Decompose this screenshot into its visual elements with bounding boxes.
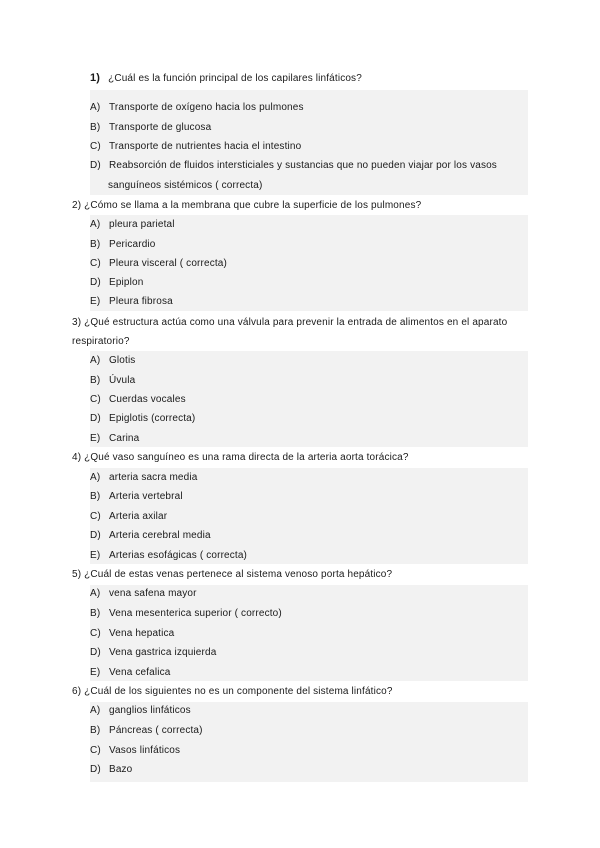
option-text: Vena cefalica	[109, 667, 171, 678]
question-6-option-d	[90, 763, 132, 776]
option-letter: B)	[90, 122, 101, 133]
question-1	[90, 72, 362, 85]
option-text: arteria sacra media	[109, 472, 198, 483]
option-text: Arteria cerebral media	[109, 530, 211, 541]
option-text: Transporte de glucosa	[109, 122, 212, 133]
option-text: Vena hepatica	[109, 628, 175, 639]
question-6-option-c	[90, 744, 180, 757]
question-4-option-e	[90, 549, 247, 562]
option-text: ganglios linfáticos	[109, 705, 191, 716]
question-4-option-a	[90, 471, 197, 484]
option-text: Vasos linfáticos	[109, 745, 181, 756]
option-text: vena safena mayor	[109, 588, 197, 599]
option-letter: A)	[90, 102, 101, 113]
option-text: Reabsorción de fluidos intersticiales y sustancias que no pueden viajar por los vasos	[109, 160, 497, 171]
option-letter: E)	[90, 433, 101, 444]
option-text: Glotis	[109, 355, 136, 366]
option-text: Cuerdas vocales	[109, 394, 186, 405]
question-3-option-b	[90, 374, 135, 387]
option-letter: D)	[90, 277, 101, 288]
option-letter: B)	[90, 491, 101, 502]
question-1-option-b	[90, 121, 211, 134]
option-letter: A)	[90, 588, 101, 599]
option-text: Vena mesenterica superior ( correcto)	[109, 608, 282, 619]
question-6: 6) ¿Cuál de los siguientes no es un componente del sistema linfático?	[72, 686, 393, 697]
option-letter: D)	[90, 647, 101, 658]
option-letter: B)	[90, 608, 101, 619]
question-6-option-b	[90, 724, 203, 737]
option-text: Arteria axilar	[109, 511, 168, 522]
option-text: Bazo	[109, 764, 133, 775]
question-5-option-a	[90, 587, 197, 600]
question-4-option-b	[90, 490, 183, 503]
question-5-option-d	[90, 646, 216, 659]
option-letter: C)	[90, 745, 101, 756]
option-letter: C)	[90, 394, 101, 405]
question-4-option-d	[90, 529, 211, 542]
option-letter: D)	[90, 413, 101, 424]
option-letter: D)	[90, 530, 101, 541]
question-3-option-a	[90, 354, 135, 367]
question-2: 2) ¿Cómo se llama a la membrana que cubre la superficie de los pulmones?	[72, 200, 422, 211]
option-text: Arterias esofágicas ( correcta)	[109, 550, 248, 561]
question-2-option-d	[90, 276, 143, 289]
question-4-option-c	[90, 510, 167, 523]
question-3-option-c	[90, 393, 186, 406]
option-letter: A)	[90, 219, 101, 230]
option-text: Epiglotis (correcta)	[109, 413, 196, 424]
option-text: Carina	[109, 433, 140, 444]
option-letter: E)	[90, 550, 101, 561]
question-1-option-a	[90, 101, 304, 114]
option-text: Transporte de oxígeno hacia los pulmones	[109, 102, 304, 113]
option-text: Pleura fibrosa	[109, 296, 173, 307]
option-text: Arteria vertebral	[109, 491, 183, 502]
question-1-text: ¿Cuál es la función principal de los capilares linfáticos?	[108, 73, 362, 84]
option-letter: A)	[90, 472, 101, 483]
option-text: pleura parietal	[109, 219, 175, 230]
option-text: Úvula	[109, 375, 136, 386]
option-letter: C)	[90, 258, 101, 269]
question-2-option-b	[90, 238, 156, 251]
option-letter: A)	[90, 355, 101, 366]
option-letter: E)	[90, 667, 101, 678]
question-5: 5) ¿Cuál de estas venas pertenece al sistema venoso porta hepático?	[72, 569, 393, 580]
option-letter: C)	[90, 628, 101, 639]
option-text: Páncreas ( correcta)	[109, 725, 203, 736]
question-1-option-c	[90, 140, 301, 153]
option-letter: C)	[90, 141, 101, 152]
question-3-continuation: respiratorio?	[72, 336, 130, 347]
question-1-number: 1)	[90, 72, 101, 84]
question-1-option-d	[90, 159, 497, 172]
option-text: Pleura visceral ( correcta)	[109, 258, 227, 269]
option-letter: B)	[90, 375, 101, 386]
question-5-option-e	[90, 666, 170, 679]
option-text: Transporte de nutrientes hacia el intestino	[109, 141, 302, 152]
option-letter: C)	[90, 511, 101, 522]
option-letter: A)	[90, 705, 101, 716]
question-4: 4) ¿Qué vaso sanguíneo es una rama directa de la arteria aorta torácica?	[72, 452, 409, 463]
question-3-option-e	[90, 432, 139, 445]
question-1-option-d-continuation: sanguíneos sistémicos ( correcta)	[108, 180, 263, 191]
option-text: Epiplon	[109, 277, 144, 288]
option-letter: B)	[90, 239, 101, 250]
question-6-option-a	[90, 704, 191, 717]
question-3-option-d	[90, 412, 195, 425]
question-2-option-c	[90, 257, 227, 270]
question-5-option-b	[90, 607, 282, 620]
option-letter: B)	[90, 725, 101, 736]
option-text: Pericardio	[109, 239, 156, 250]
option-letter: D)	[90, 764, 101, 775]
option-letter: D)	[90, 160, 101, 171]
option-letter: E)	[90, 296, 101, 307]
question-5-option-c	[90, 627, 174, 640]
question-2-option-e	[90, 295, 173, 308]
question-3: 3) ¿Qué estructura actúa como una válvula para prevenir la entrada de alimentos en el aparato	[72, 317, 508, 328]
question-2-option-a	[90, 218, 175, 231]
option-text: Vena gastrica izquierda	[109, 647, 217, 658]
